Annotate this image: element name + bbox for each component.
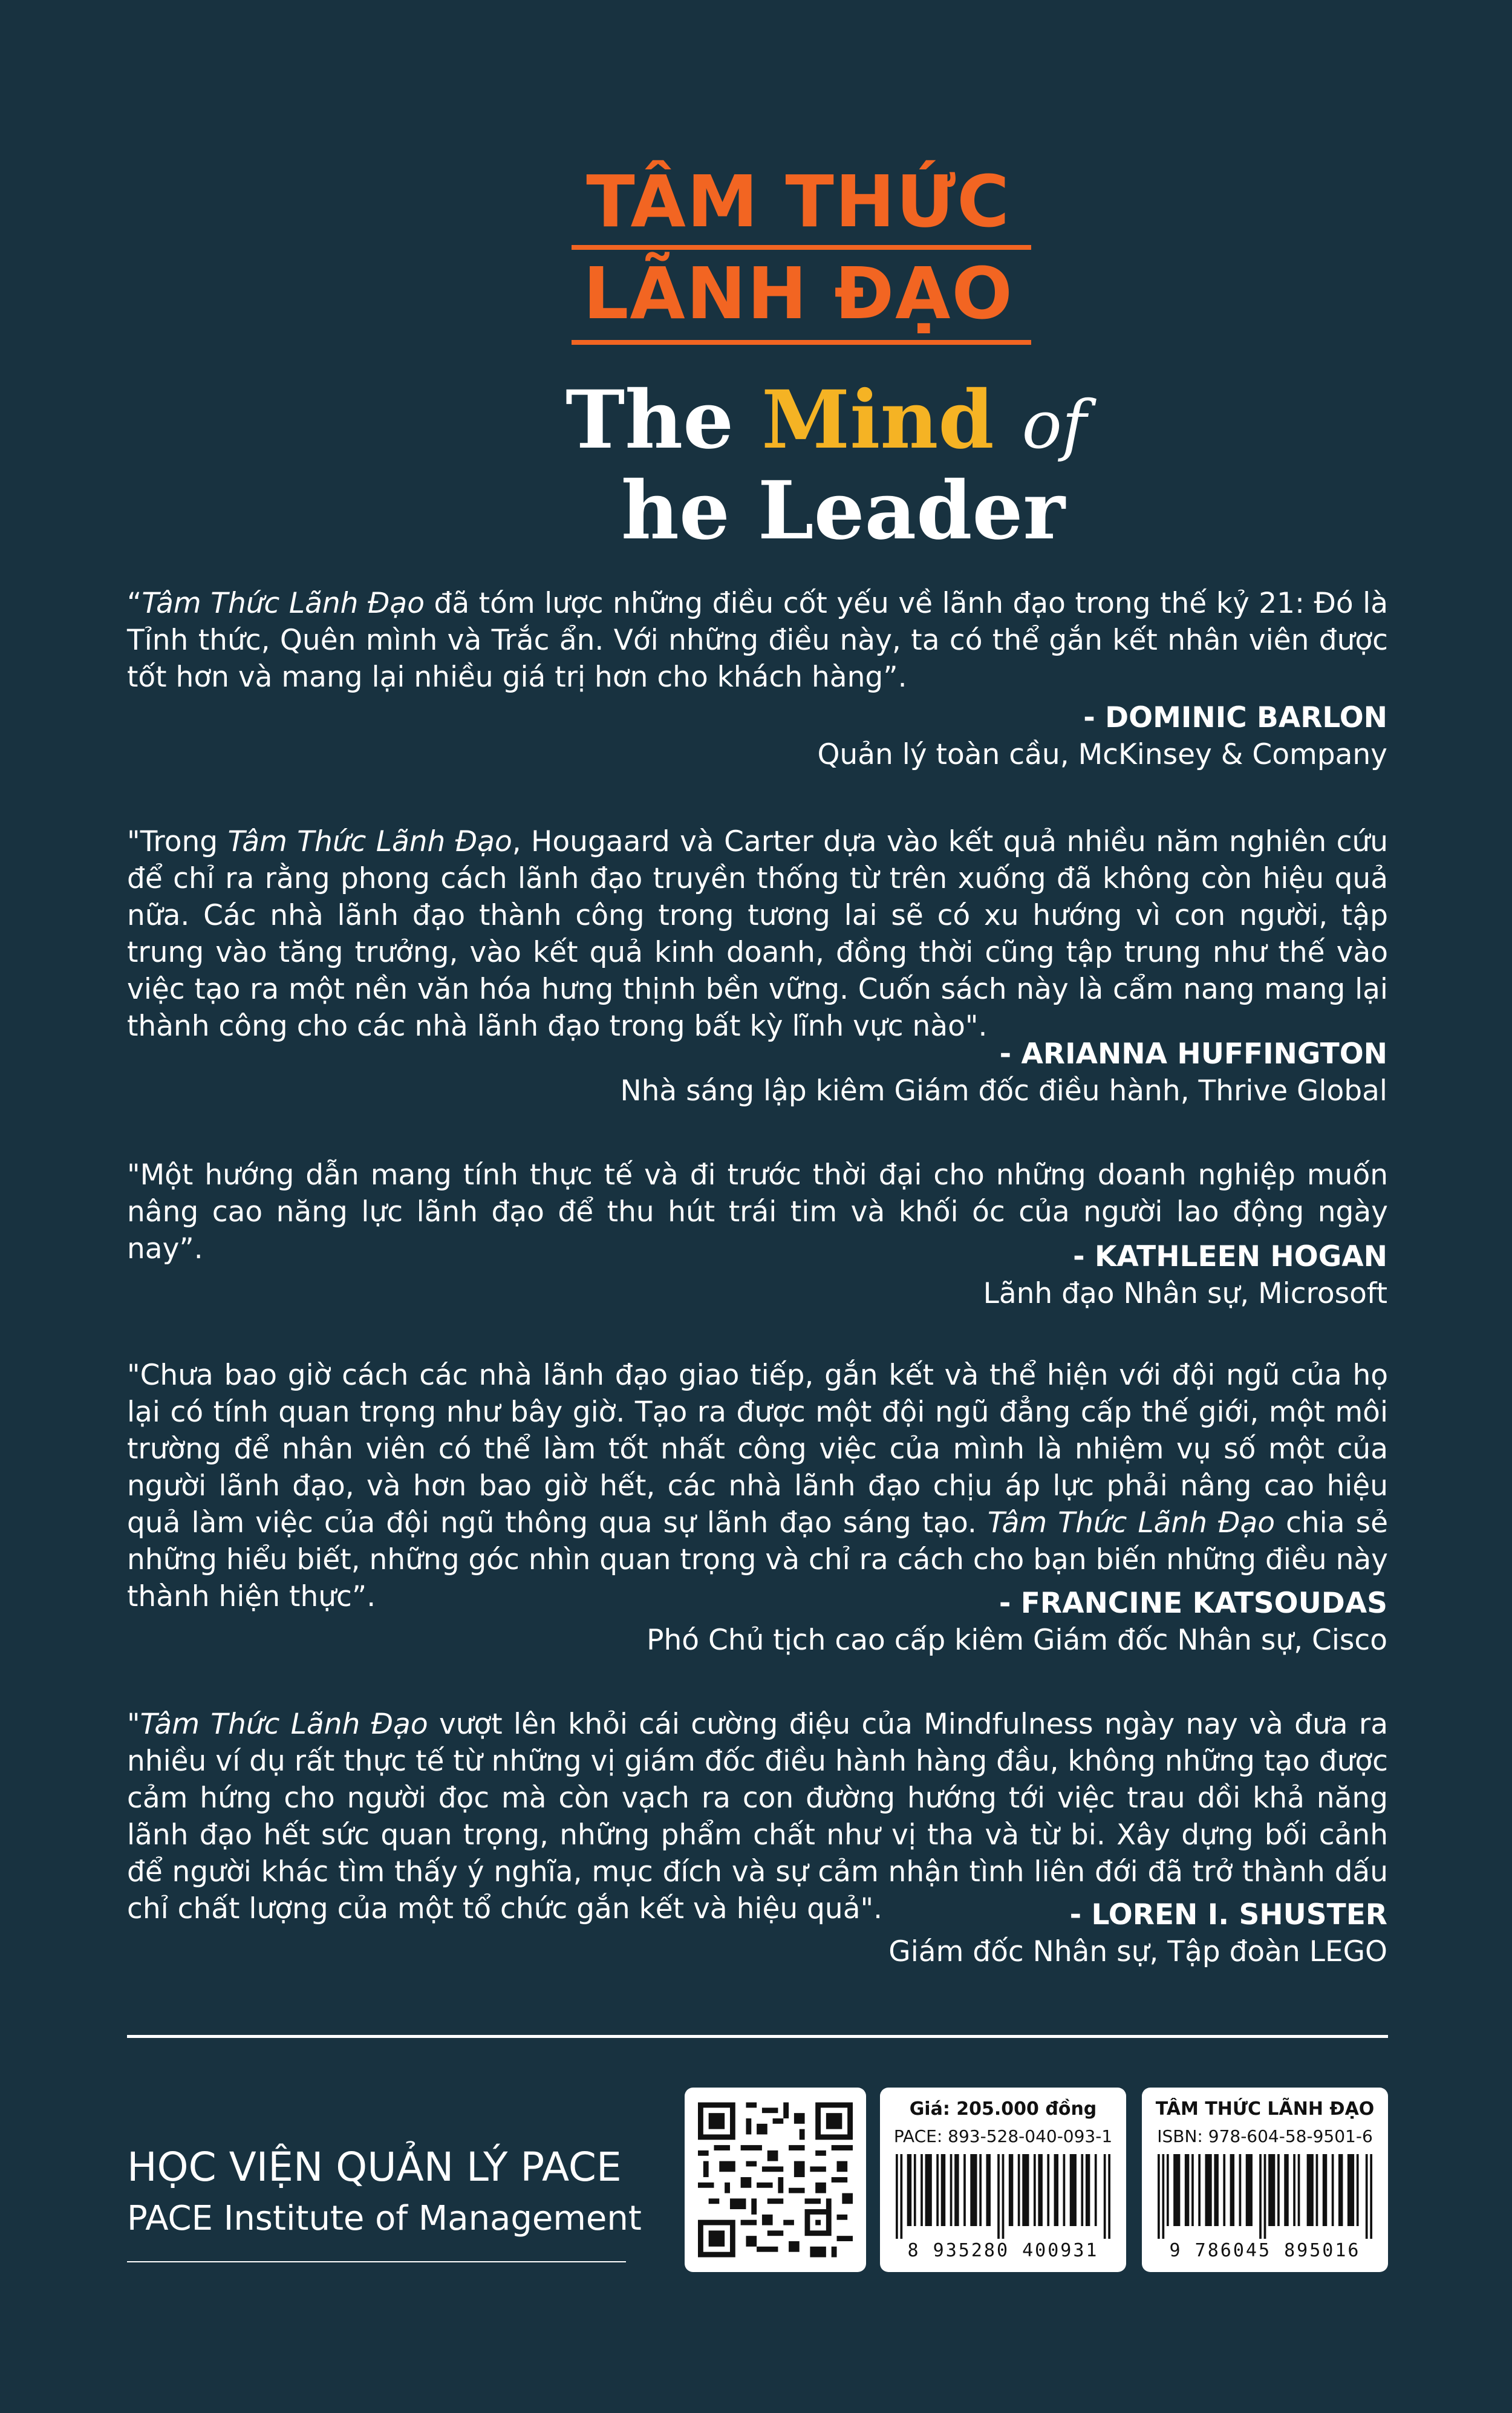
qr-code-icon <box>698 2101 853 2259</box>
endorsement-role: Nhà sáng lập kiêm Giám đốc điều hành, Thrive Global <box>620 1074 1387 1108</box>
title-en-prefix: The <box>565 373 762 467</box>
quote-text: "Trong <box>127 825 228 858</box>
endorsement-author: - FRANCINE KATSOUDAS <box>999 1587 1387 1620</box>
title-en-mind: Mind <box>761 373 994 467</box>
endorsement-quote <box>127 585 1388 696</box>
book-title-italic: Tâm Thức Lãnh Đạo <box>987 1506 1276 1540</box>
endorsement-quote <box>127 823 1388 1045</box>
endorsement-role: Quản lý toàn cầu, McKinsey & Company <box>817 738 1387 771</box>
quote-text: chia sẻ những hiểu biết, những góc nhìn quan trọng và chỉ ra cách cho bạn biến những điều này thành hiện thực”. <box>127 1506 1388 1613</box>
publisher-name-en: PACE Institute of Management <box>127 2199 642 2238</box>
title-underline <box>572 340 1031 345</box>
isbn-barcode-card <box>1142 2088 1388 2272</box>
endorsement-quote <box>127 1357 1388 1615</box>
quote-text: vượt lên khỏi cái cường điệu của Mindfulness ngày nay và đưa ra nhiều ví dụ rất thực tế từ những vị giám đốc điều hành hàng đầu, không những tạo được cảm hứng cho người đọc mà còn vạch ra con đường hướng tới việc trau dồi khả năng lãnh đạo hết sức quan trọng, những phẩm chất như vị tha và từ bi. Xây dựng bối cảnh để người khác tìm thấy ý nghĩa, mục đích và sự cảm nhận tình liên đới đã trở thành dấu chỉ chất lượng của một tổ chức gắn kết và hiệu quả". <box>127 1708 1388 1925</box>
pace-code-label: PACE: 893-528-040-093-1 <box>893 2126 1113 2146</box>
price-barcode-card <box>880 2088 1126 2272</box>
endorsement-role: Giám đốc Nhân sự, Tập đoàn LEGO <box>888 1935 1387 1968</box>
quote-text: "Chưa bao giờ cách các nhà lãnh đạo giao tiếp, gắn kết và thể hiện với đội ngũ của họ lại có tính quan trọng như bây giờ. Tạo ra được một đội ngũ đẳng cấp thế giới, một môi trường để nhân viên có thể làm tốt nhất công việc của mình là nhiệm vụ số một của người lãnh đạo, và hơn bao giờ hết, các nhà lãnh đạo chịu áp lực phải nâng cao hiệu quả làm việc của đội ngũ thông qua sự lãnh đạo sáng tạo. <box>127 1359 1388 1540</box>
endorsement-author: - LOREN I. SHUSTER <box>1069 1898 1387 1931</box>
endorsement-author: - DOMINIC BARLON <box>1083 701 1387 734</box>
qr-code-card <box>685 2088 866 2272</box>
quote-text: đã tóm lược những điều cốt yếu về lãnh đạo trong thế kỷ 21: Đó là Tỉnh thức, Quên mình và Trắc ẩn. Với những điều này, ta có thể gắn kết nhân viên được tốt hơn và mang lại nhiều giá trị hơn cho khách hàng”. <box>127 587 1389 694</box>
endorsement-role: Lãnh đạo Nhân sự, Microsoft <box>983 1277 1387 1310</box>
quote-text: " <box>127 1708 140 1741</box>
quote-text: , Hougaard và Carter dựa vào kết quả nhiều năm nghiên cứu để chỉ ra rằng phong cách lãnh đạo truyền thống từ trên xuống đã không còn hiệu quả nữa. Các nhà lãnh đạo thành công trong tương lai sẽ có xu hướng vì con người, tập trung vào tăng trưởng, vào kết quả kinh doanh, đồng thời cũng tập trung như thế vào việc tạo ra một nền văn hóa hưng thịnh bền vững. Cuốn sách này là cẩm nang mang lại thành công cho các nhà lãnh đạo trong bất kỳ lĩnh vực nào". <box>127 825 1388 1043</box>
title-en-line1 <box>565 373 1087 467</box>
isbn-label: ISBN: 978-604-58-9501-6 <box>1157 2126 1373 2146</box>
barcode-number: 9 786045 895016 <box>1169 2240 1361 2261</box>
title-underline <box>572 245 1031 250</box>
quote-text: “ <box>127 587 142 620</box>
title-vi-line1: TÂM THỨC <box>586 160 1011 243</box>
quote-text: "Một hướng dẫn mang tính thực tế và đi trước thời đại cho những doanh nghiệp muốn nâng cao năng lực lãnh đạo để thu hút trái tim và khối óc của người lao động ngày nay”. <box>127 1158 1388 1265</box>
barcode-icon <box>896 2154 1110 2239</box>
endorsement-author: - KATHLEEN HOGAN <box>1073 1240 1387 1273</box>
endorsement-role: Phó Chủ tịch cao cấp kiêm Giám đốc Nhân sự, Cisco <box>647 1624 1387 1657</box>
title-en-of: of <box>1022 386 1087 463</box>
isbn-card-title: TÂM THỨC LÃNH ĐẠO <box>1155 2098 1375 2120</box>
title-en-line2 <box>565 464 1065 558</box>
publisher-name-vi: HỌC VIỆN QUẢN LÝ PACE <box>127 2144 622 2190</box>
book-title-italic: Tâm Thức Lãnh Đạo <box>142 587 425 620</box>
barcode-icon <box>1158 2154 1372 2239</box>
title-vi-line2: LÃNH ĐẠO <box>583 252 1014 335</box>
footer-divider <box>127 2035 1388 2038</box>
barcode-number: 8 935280 400931 <box>907 2240 1099 2261</box>
book-title-italic: Tâm Thức Lãnh Đạo <box>140 1708 428 1741</box>
endorsement-quote <box>127 1706 1388 1927</box>
book-title-italic: Tâm Thức Lãnh Đạo <box>227 825 512 858</box>
publisher-underline <box>127 2261 626 2262</box>
title-en-leader: he Leader <box>621 464 1065 558</box>
price-label: Giá: 205.000 đồng <box>909 2098 1097 2120</box>
endorsement-author: - ARIANNA HUFFINGTON <box>999 1037 1387 1071</box>
